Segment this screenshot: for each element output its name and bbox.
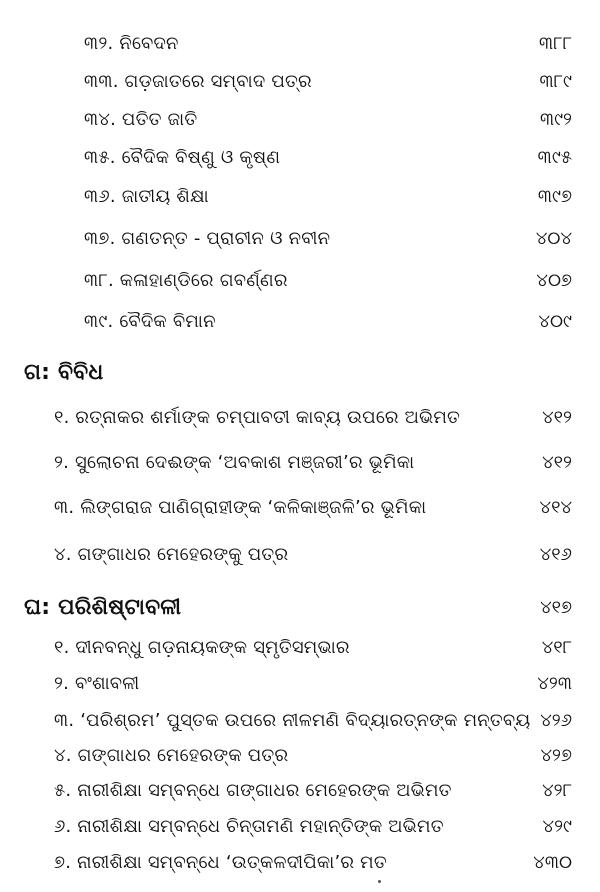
toc-entry-page: ୪୨୭ [540, 745, 572, 766]
toc-entry [0, 65, 600, 99]
toc-entry [0, 103, 600, 137]
toc-entry-title: ୪. ଗଙ୍ଗାଧର ମେହେରଙ୍କ ପତ୍ର [54, 745, 289, 766]
section-heading [0, 591, 600, 625]
toc-entry-page: ୩୮୯ [539, 71, 572, 92]
toc-entry-title: ୩୫. ବୈଦିକ ବିଷ୍ଣୁ ଓ କୃଷ୍ଣ [84, 147, 281, 168]
toc-entry [0, 810, 600, 844]
toc-entry-title: ୧. ରତ୍ନାକର ଶର୍ମାଙ୍କ ଚମ୍ପାବତୀ କାବ୍ୟ ଉପରେ ଅଭିମତ [54, 407, 461, 428]
toc-entry-title: ୩୬. ଜାତୀୟ ଶିକ୍ଷା [84, 186, 209, 207]
toc-entry-page: ୪୨୮ [542, 780, 572, 801]
print-speck [378, 880, 381, 883]
toc-entry-page: ୪୦୯ [538, 311, 572, 332]
toc-entry [0, 141, 600, 175]
toc-entry-title: ୩୨. ନିବେଦନ [84, 33, 179, 54]
toc-entry [0, 401, 600, 435]
toc-entry-page: ୪୩୦ [533, 852, 572, 873]
toc-entry-page: ୪୧୮ [541, 637, 572, 658]
toc-entry-page: ୩୮୮ [539, 33, 572, 54]
toc-entry-page: ୪୦୭ [536, 270, 572, 291]
toc-entry-title: ୩. ‘ପରିଶ୍ରମ’ ପୁସ୍ତକ ଉପରେ ନୀଳମଣି ବିଦ୍ୟାରତ୍ନଙ୍କ ମନ୍ତବ୍ୟ [54, 710, 531, 731]
toc-entry [0, 305, 600, 339]
toc-entry-page: ୪୧୪ [539, 497, 572, 518]
toc-entry-title: ୪. ଗଙ୍ଗାଧର ମେହେରଙ୍କୁ ପତ୍ର [54, 544, 289, 565]
toc-entry [0, 491, 600, 525]
toc-entry [0, 739, 600, 773]
toc-entry-title: ୩୩. ଗଡ଼ଜାତରେ ସମ୍ବାଦ ପତ୍ର [84, 71, 312, 92]
toc-entry [0, 774, 600, 808]
toc-entry-title: ୭. ନାରୀଶିକ୍ଷା ସମ୍ବନ୍ଧେ ‘ଉତ୍କଳଦୀପିକା’ର ମତ [54, 852, 387, 873]
toc-entry-title: ୬. ନାରୀଶିକ୍ଷା ସମ୍ବନ୍ଧେ ଚିନ୍ତାମଣି ମହାନ୍ତିଙ୍କ ଅଭିମତ [54, 816, 444, 837]
toc-entry-title: ୩୮. କଳାହାଣ୍ଡିରେ ଗବର୍ଣ୍ଣର [84, 270, 288, 291]
section-page: ୪୧୭ [540, 597, 572, 618]
toc-entry [0, 704, 600, 738]
toc-entry [0, 264, 600, 298]
section-title: ଗ: ବିବିଧ [24, 360, 104, 385]
toc-entry-title: ୫. ନାରୀଶିକ୍ଷା ସମ୍ବନ୍ଧେ ଗଙ୍ଗାଧର ମେହେରଙ୍କ ଅଭିମତ [54, 780, 452, 801]
section-heading [0, 356, 600, 390]
toc-entry-page: ୪୨୯ [542, 816, 572, 837]
toc-entry-page: ୩୯୫ [537, 147, 572, 168]
toc-entry-page: ୩୯୨ [539, 109, 572, 130]
toc-entry-page: ୪୧୨ [542, 452, 572, 473]
toc-entry-title: ୩. ଲିଙ୍ଗରାଜ ପାଣିଗ୍ରାହୀଙ୍କ ‘କଳିକାଞ୍ଜଳି’ର ଭୂମିକା [54, 497, 427, 518]
toc-entry [0, 222, 600, 256]
toc-entry-title: ୩୪. ପତିତ ଜାତି [84, 109, 198, 130]
section-title: ଘ: ପରିଶିଷ୍ଟାବଳୀ [24, 595, 182, 620]
toc-entry-title: ୩୯. ବୈଦିକ ବିମାନ [84, 311, 216, 332]
toc-entry [0, 27, 600, 61]
toc-entry [0, 180, 600, 214]
toc-entry [0, 631, 600, 665]
toc-entry-page: ୪୧୬ [539, 544, 572, 565]
toc-entry-page: ୪୦୪ [535, 228, 572, 249]
toc-entry-page: ୪୨୩ [537, 673, 572, 694]
toc-entry-page: ୪୨୬ [540, 710, 572, 731]
toc-entry [0, 846, 600, 880]
toc-entry-title: ୧. ଦୀନବନ୍ଧୁ ଗଡ଼ନାୟକଙ୍କ ସ୍ମୃତିସମ୍ଭାର [54, 637, 350, 658]
toc-entry-title: ୨. ବଂଶାବଳୀ [54, 673, 140, 694]
toc-entry [0, 667, 600, 701]
toc-entry [0, 538, 600, 572]
toc-entry-title: ୩୭. ଗଣତନ୍ତ - ପ୍ରାଚୀନ ଓ ନବୀନ [84, 228, 331, 249]
toc-entry-page: ୪୧୨ [542, 407, 572, 428]
toc-entry-page: ୩୯୭ [537, 186, 572, 207]
toc-entry [0, 446, 600, 480]
toc-entry-title: ୨. ସୁଲୋଚନା ଦେଈଙ୍କ ‘ଅବକାଶ ମଞ୍ଜରୀ’ର ଭୂମିକା [54, 452, 415, 473]
